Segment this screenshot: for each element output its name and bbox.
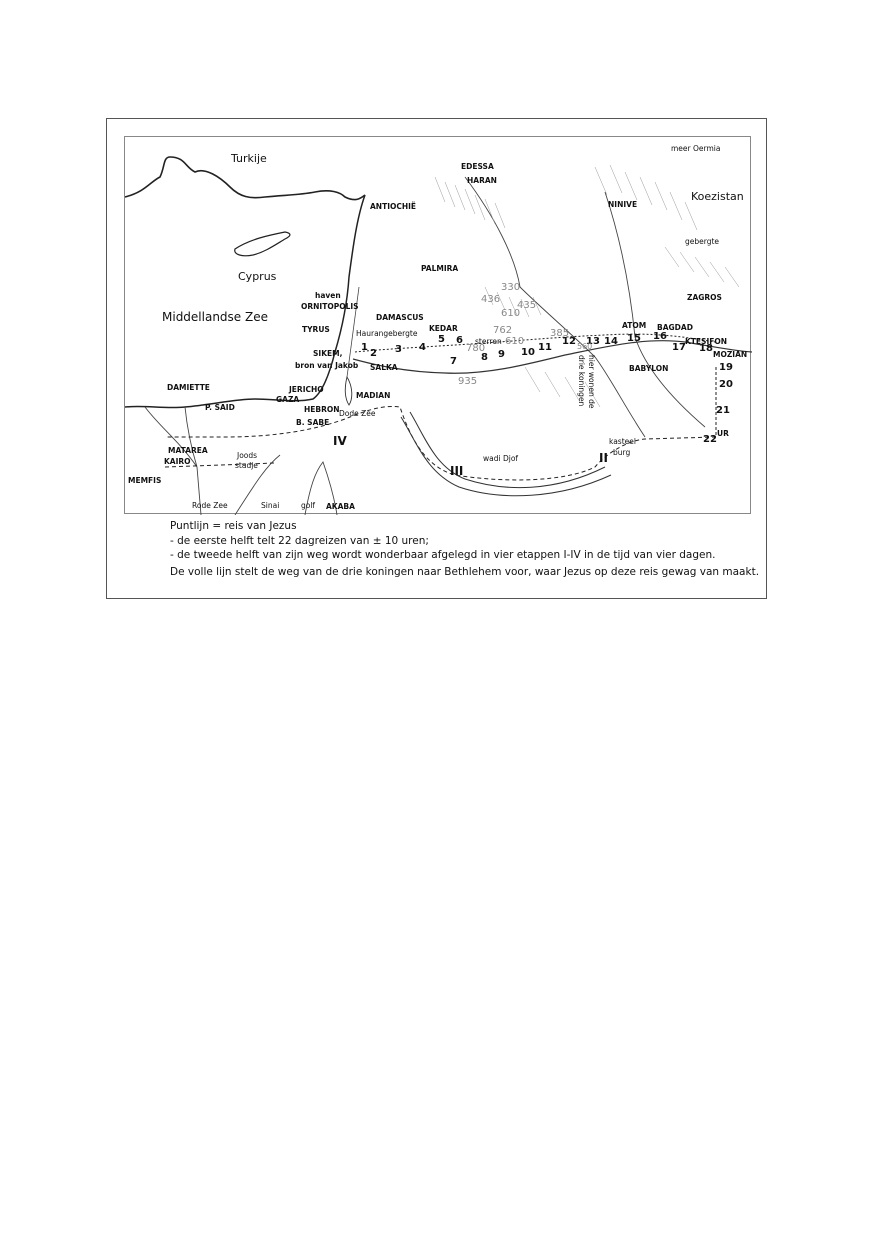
label-cyprus: Cyprus (238, 270, 277, 283)
label-meer-oermia: meer Oermia (671, 144, 721, 153)
roman-stage-4: IV (333, 434, 347, 448)
legend-line-2: - de eerste helft telt 22 dagreizen van ± 10 uren; (170, 534, 429, 547)
label-haven: haven (315, 291, 341, 300)
label-bron-van-jakob: bron van Jakob (295, 361, 359, 370)
stage-21: 21 (716, 405, 730, 416)
label-gebergte: gebergte (685, 237, 720, 246)
label-koningen-1: hier wonen de (587, 355, 596, 409)
legend-line-4: De volle lijn stelt de weg van de drie koningen naar Bethlehem voor, waar Jezus op deze reis gewag van maakt. (170, 565, 760, 578)
stage-12: 12 (562, 336, 576, 347)
dead-sea (345, 377, 352, 405)
label-joods: Joods (237, 451, 258, 460)
label-rode-zee: Rode Zee (192, 501, 228, 510)
elevation-610-b: 610 (505, 336, 525, 347)
label-dode-zee: Dode Zee (339, 409, 376, 418)
label-kedar: KEDAR (429, 324, 458, 333)
label-burg: burg (613, 448, 631, 457)
stage-11: 11 (538, 342, 552, 353)
stage-19: 19 (719, 362, 733, 373)
stage-17: 17 (672, 342, 686, 353)
stage-6: 6 (456, 335, 463, 346)
stage-1: 1 (361, 342, 368, 353)
label-zagros: ZAGROS (687, 293, 722, 302)
stage-7: 7 (450, 356, 457, 367)
stage-2: 2 (370, 348, 377, 359)
label-mozian: MOZIAN (713, 350, 748, 359)
stage-3: 3 (395, 344, 402, 355)
stage-4: 4 (419, 342, 426, 353)
label-golf: golf (301, 501, 316, 510)
label-haurangebergte: Haurangebergte (356, 329, 418, 338)
stage-14: 14 (604, 336, 618, 347)
label-turkije: Turkije (231, 152, 267, 165)
elevation-385: 385 (550, 328, 570, 339)
elevation-610-a: 610 (501, 308, 521, 319)
label-kasteel: kasteel (609, 437, 636, 446)
elevation-435: 435 (517, 300, 537, 311)
label-atom: ATOM (622, 321, 647, 330)
label-ninive: NINIVE (608, 200, 638, 209)
stage-20: 20 (719, 379, 733, 390)
label-ur: UR (717, 429, 729, 438)
label-madian: MADIAN (356, 391, 391, 400)
label-edessa: EDESSA (461, 162, 494, 171)
elevation-935: 935 (458, 376, 478, 387)
label-damiette: DAMIETTE (167, 383, 210, 392)
label-palmira: PALMIRA (421, 264, 459, 273)
elevation-436: 436 (481, 294, 501, 305)
stage-15: 15 (627, 333, 641, 344)
label-ornitopolis: ORNITOPOLIS (301, 302, 359, 311)
stage-5: 5 (438, 334, 445, 345)
wadi-djof-ribbon (410, 412, 605, 488)
roman-stage-3: III (450, 464, 464, 478)
label-kairo: KAIRO (164, 457, 191, 466)
stage-16: 16 (653, 331, 667, 342)
label-babylon: BABYLON (629, 364, 669, 373)
elevation-330: 330 (501, 282, 521, 293)
label-ktesifon: KTESIFON (685, 337, 728, 346)
label-akaba: AKABA (326, 502, 355, 511)
label-damascus: DAMASCUS (376, 313, 424, 322)
legend-line-3: - de tweede helft van zijn weg wordt wonderbaar afgelegd in vier etappen I-IV in de tijd van vier dagen. (170, 549, 716, 561)
label-b-sabe: B. SABE (296, 418, 330, 427)
label-antiochie: ANTIOCHIË (370, 202, 417, 211)
label-sinai: Sinai (261, 501, 280, 510)
label-sikem: SIKEM, (313, 349, 343, 358)
label-hebron: HEBRON (304, 405, 340, 414)
stage-10: 10 (521, 347, 535, 358)
cyprus-island (235, 232, 290, 256)
label-wadi-djof: wadi Djof (483, 454, 519, 463)
label-haran: HARAN (467, 176, 497, 185)
label-sterren: sterren (475, 337, 502, 346)
tigris-river (605, 192, 705, 427)
label-koningen-2: drie koningen (577, 355, 586, 407)
label-jericho: JERICHO (289, 385, 324, 394)
label-gaza: GAZA (276, 395, 300, 404)
elevation-780: 780 (466, 343, 486, 354)
stage-8: 8 (481, 352, 488, 363)
roman-stage-2: II (599, 451, 608, 465)
label-matarea: MATAREA (168, 446, 208, 455)
label-memfis: MEMFIS (128, 476, 162, 485)
label-tyrus: TYRUS (302, 325, 330, 334)
map (124, 136, 751, 514)
stage-9: 9 (498, 349, 505, 360)
elevation-560: 560 (577, 342, 593, 351)
stage-22: 22 (703, 434, 717, 445)
elevation-762: 762 (493, 325, 513, 336)
label-bagdad: BAGDAD (657, 323, 693, 332)
label-stadje: stadje (235, 461, 258, 470)
label-koezistan: Koezistan (691, 190, 744, 203)
legend-line-1: Puntlijn = reis van Jezus (170, 520, 297, 532)
legend (170, 519, 759, 579)
stage-18: 18 (699, 343, 713, 354)
stage-13: 13 (586, 336, 600, 347)
label-p-said: P. SAID (205, 403, 235, 412)
label-salka: SALKA (370, 363, 398, 372)
label-middellandse-zee: Middellandse Zee (162, 310, 268, 324)
